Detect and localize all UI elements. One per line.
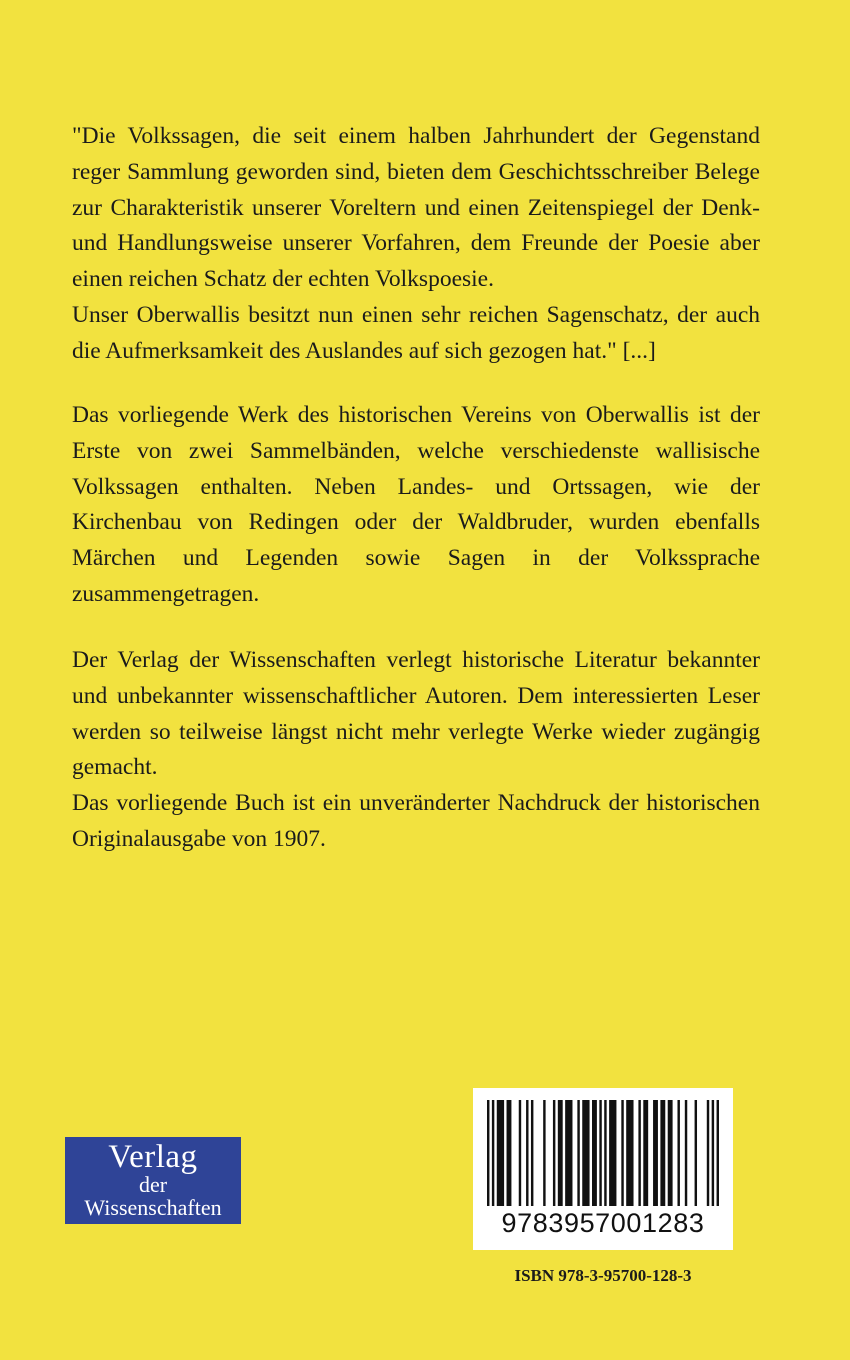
quote-paragraph-1: "Die Volkssagen, die seit einem halben Jahrhundert der Gegenstand reger Sammlung geworden sind, bieten dem Geschichtsschreiber Belege zur Charakteristik unserer Voreltern und einen Zeitenspiegel der Denk- und Handlungsweise unserer Vorfahren, dem Freunde der Poesie aber einen reichen Schatz der echten Volkspoesie. — [72, 123, 760, 293]
barcode-bar — [660, 1100, 665, 1206]
barcode-bar — [553, 1100, 555, 1206]
barcode-bar — [558, 1100, 563, 1206]
barcode-bar — [507, 1100, 512, 1206]
publisher-info-paragraph-2: Das vorliegende Buch ist ein unveränderter Nachdruck der historischen Originalausgabe von 1907. — [72, 790, 760, 852]
barcode-bar — [592, 1100, 597, 1206]
logo-line-1: Verlag — [108, 1139, 198, 1175]
barcode-bar — [526, 1100, 528, 1206]
barcode-bar — [643, 1100, 648, 1206]
barcode-bar — [712, 1100, 714, 1206]
barcode-bar — [599, 1100, 601, 1206]
barcode-bar — [492, 1100, 494, 1206]
quote-block — [72, 119, 760, 370]
barcode-bar — [621, 1100, 623, 1206]
barcode-bar — [638, 1100, 640, 1206]
barcode-bar — [626, 1100, 633, 1206]
barcode-bar — [609, 1100, 616, 1206]
publisher-info-block — [72, 643, 760, 858]
barcode-bar — [604, 1100, 606, 1206]
barcode-digits: 9783957001283 — [501, 1208, 705, 1238]
barcode-bar — [565, 1100, 572, 1206]
barcode — [473, 1088, 733, 1250]
barcode-bar — [653, 1100, 658, 1206]
barcode-bar — [695, 1100, 697, 1206]
barcode-bar — [685, 1100, 687, 1206]
barcode-bar — [668, 1100, 673, 1206]
barcode-bar — [487, 1100, 489, 1206]
barcode-bar — [497, 1100, 504, 1206]
barcode-bar — [717, 1100, 719, 1206]
barcode-bar — [677, 1100, 679, 1206]
barcode-bar — [582, 1100, 589, 1206]
publisher-logo — [65, 1137, 241, 1224]
publisher-info-paragraph-1: Der Verlag der Wissenschaften verlegt historische Literatur bekannter und unbekannter wissenschaftlicher Autoren. Dem interessierten Leser werden so teilweise längst nicht mehr verlegte Werke wieder zugängig gemacht. — [72, 647, 760, 781]
barcode-bar — [519, 1100, 521, 1206]
barcode-bar — [543, 1100, 545, 1206]
barcode-bar — [577, 1100, 579, 1206]
barcode-bar — [707, 1100, 709, 1206]
barcode-bar — [531, 1100, 533, 1206]
logo-line-2: der — [138, 1172, 168, 1197]
description-block — [72, 398, 760, 613]
logo-line-3: Wissenschaften — [84, 1195, 222, 1220]
description-paragraph: Das vorliegende Werk des historischen Vereins von Oberwallis ist der Erste von zwei Sammelbänden, welche verschiedenste wallisische Volkssagen enthalten. Neben Landes- und Ortssagen, wie der Kirchenbau von Redingen oder der Waldbruder, wurden ebenfalls Märchen und Legenden sowie Sagen in der Volkssprache zusammengetragen. — [72, 402, 760, 607]
isbn-label: ISBN 978-3-95700-128-3 — [514, 1266, 692, 1285]
quote-paragraph-2: Unser Oberwallis besitzt nun einen sehr reichen Sagenschatz, der auch die Aufmerksamkeit des Auslandes auf sich gezogen hat." [...] — [72, 301, 760, 364]
barcode-bars — [487, 1100, 719, 1206]
